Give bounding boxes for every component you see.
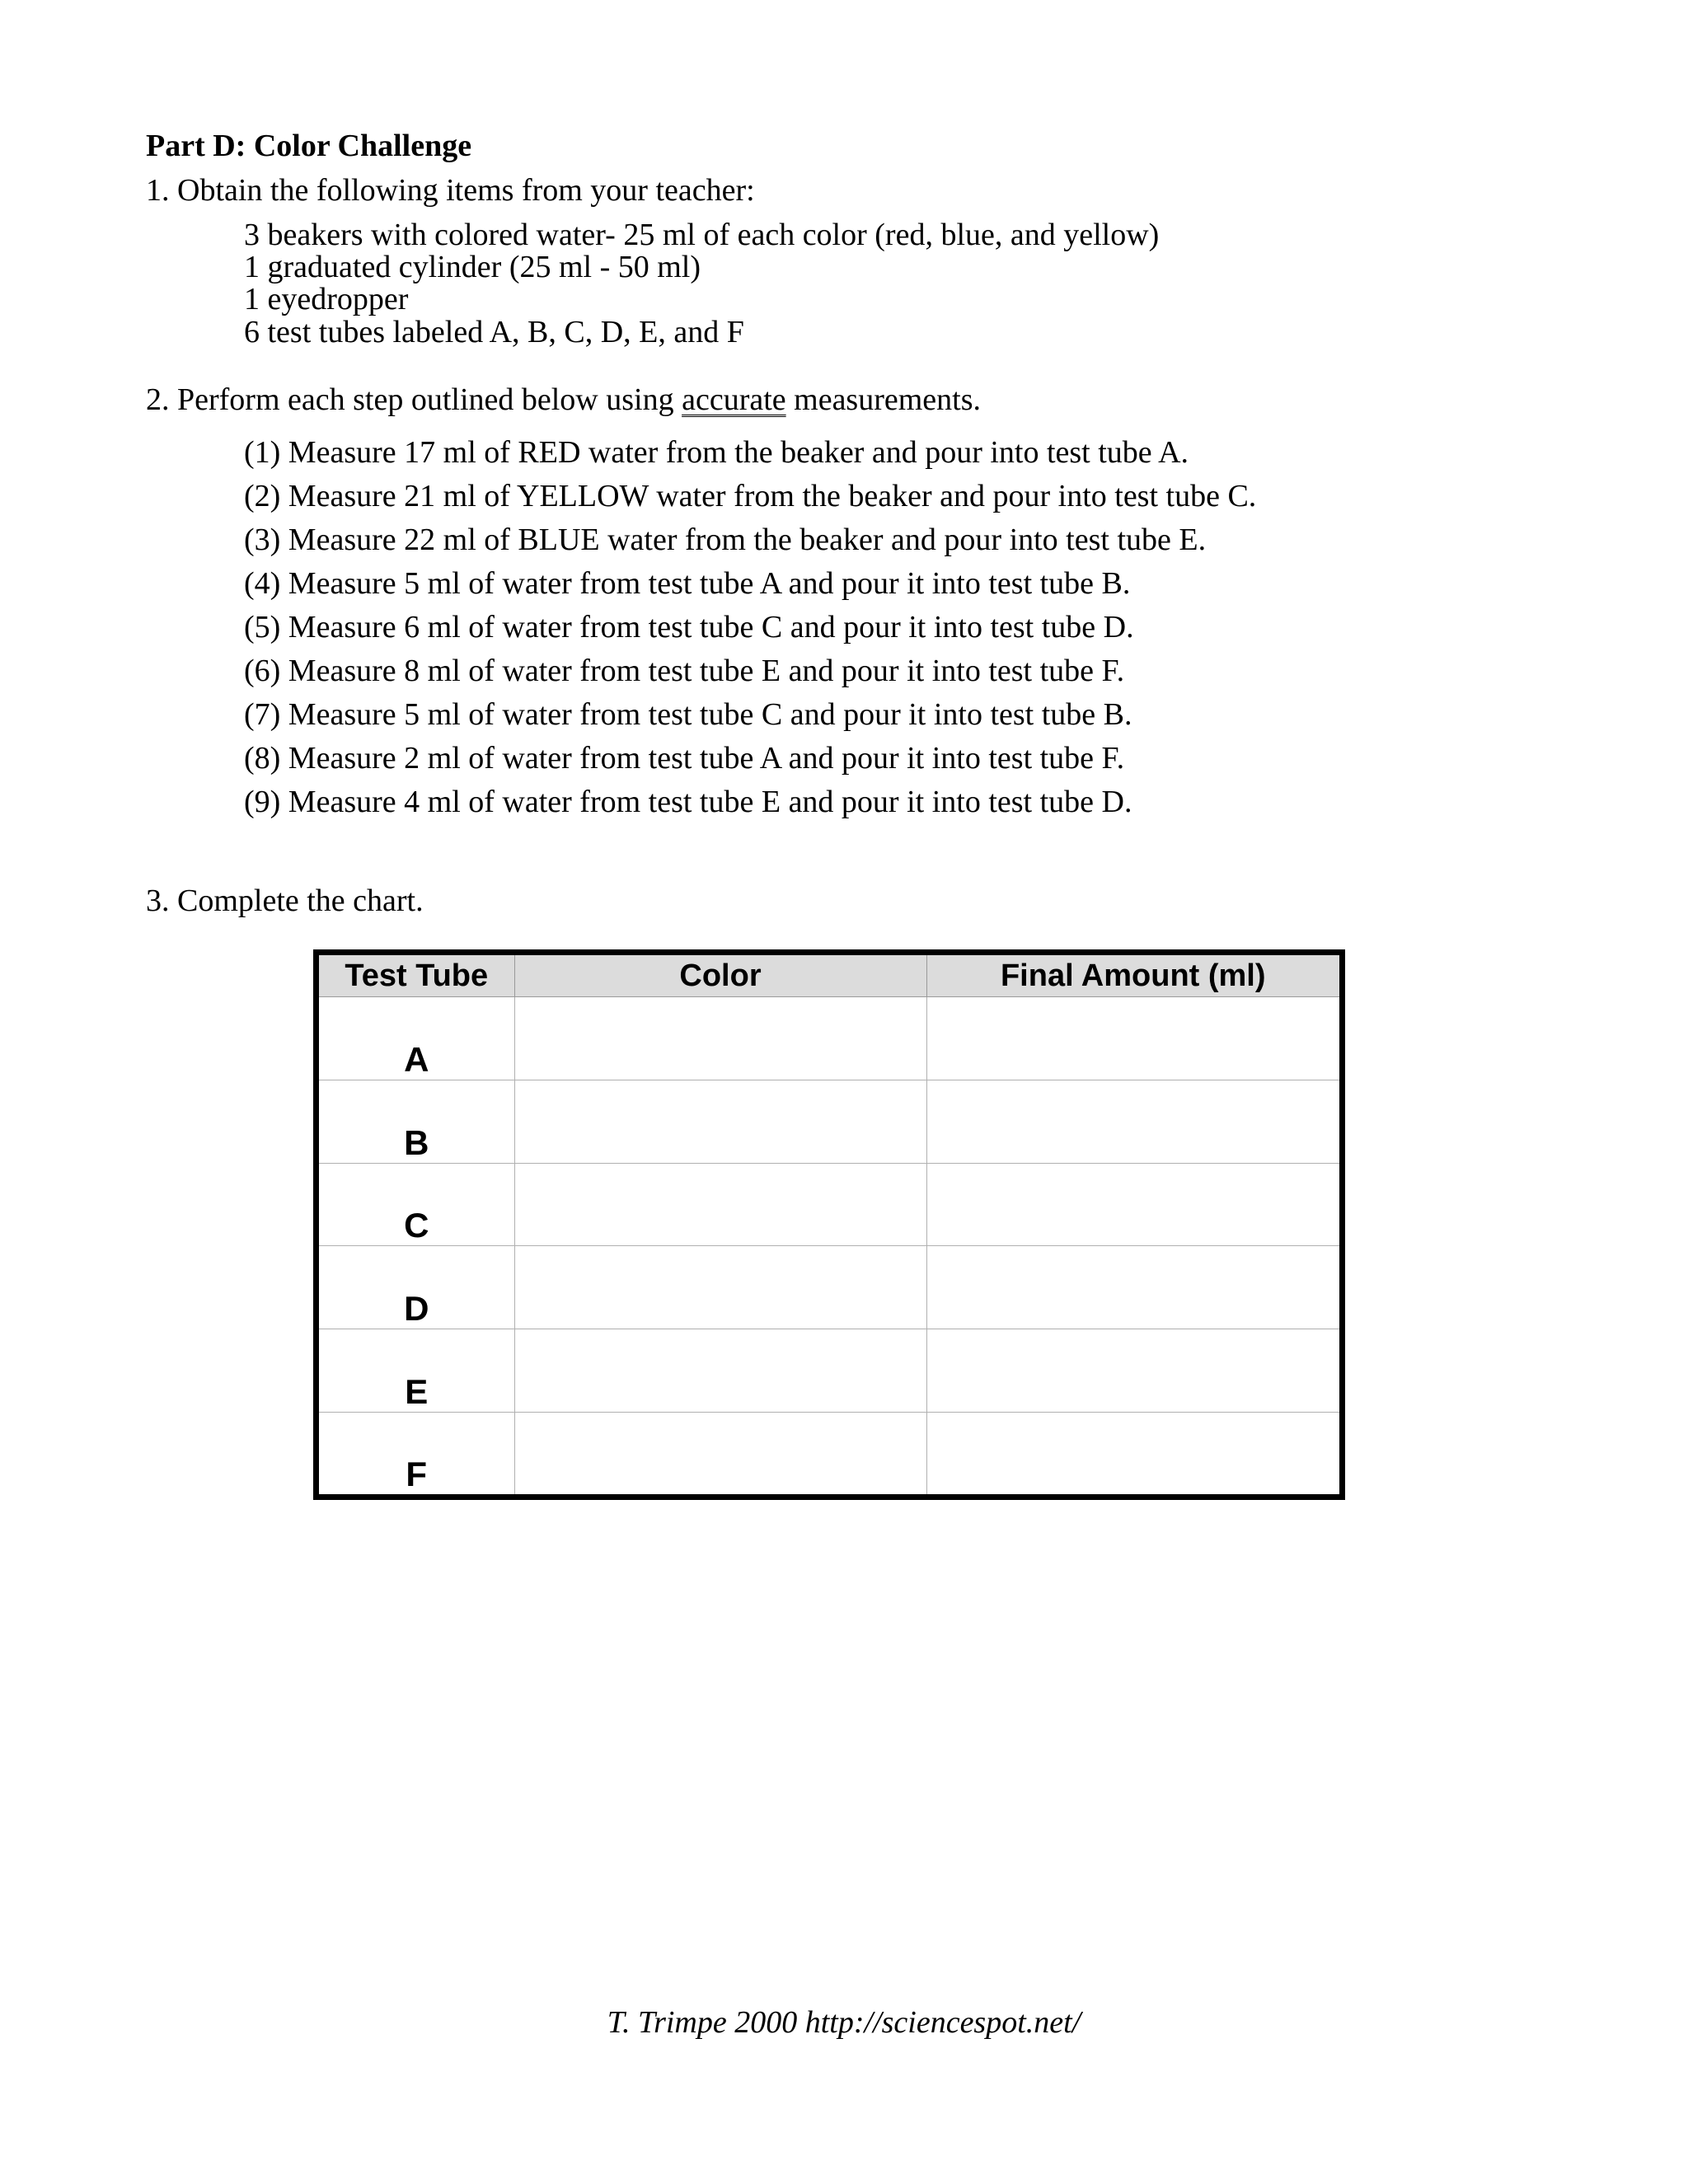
final-amount-cell[interactable] xyxy=(926,1412,1339,1494)
table-row xyxy=(319,1412,1339,1494)
test-tube-label: C xyxy=(404,1206,429,1245)
header-color: Color xyxy=(514,955,926,997)
step-1-text: 1. Obtain the following items from your teacher: xyxy=(146,173,755,208)
test-tube-cell xyxy=(319,1412,514,1494)
table-header-row xyxy=(319,955,1339,997)
procedure-step: (9) Measure 4 ml of water from test tube E and pour it into test tube D. xyxy=(244,785,1132,819)
table-row xyxy=(319,1246,1339,1329)
final-amount-cell[interactable] xyxy=(926,1080,1339,1163)
part-title: Part D: Color Challenge xyxy=(146,129,472,163)
step-2-text-before: 2. Perform each step outlined below using xyxy=(146,382,682,417)
final-amount-cell[interactable] xyxy=(926,1329,1339,1413)
header-final-amount: Final Amount (ml) xyxy=(926,955,1339,997)
procedure-step: (7) Measure 5 ml of water from test tube C and pour it into test tube B. xyxy=(244,697,1132,732)
final-amount-cell[interactable] xyxy=(926,997,1339,1080)
test-tube-label: D xyxy=(404,1289,429,1328)
color-cell[interactable] xyxy=(514,1412,926,1494)
materials-item: 1 graduated cylinder (25 ml - 50 ml) xyxy=(244,250,701,284)
test-tube-cell xyxy=(319,1246,514,1329)
materials-item: 6 test tubes labeled A, B, C, D, E, and F xyxy=(244,315,744,349)
procedure-step: (8) Measure 2 ml of water from test tube A and pour it into test tube F. xyxy=(244,741,1125,776)
color-cell[interactable] xyxy=(514,1163,926,1246)
color-cell[interactable] xyxy=(514,997,926,1080)
procedure-step: (4) Measure 5 ml of water from test tube A and pour it into test tube B. xyxy=(244,566,1131,601)
table-row xyxy=(319,1329,1339,1413)
final-amount-cell[interactable] xyxy=(926,1246,1339,1329)
test-tube-cell xyxy=(319,1163,514,1246)
footer-credit: T. Trimpe 2000 http://sciencespot.net/ xyxy=(607,2005,1081,2040)
table-row xyxy=(319,1080,1339,1163)
results-table xyxy=(319,955,1339,1494)
procedure-step: (3) Measure 22 ml of BLUE water from the beaker and pour into test tube E. xyxy=(244,523,1207,557)
step-2-text-after: measurements. xyxy=(785,382,982,417)
materials-item: 1 eyedropper xyxy=(244,282,409,316)
test-tube-cell xyxy=(319,1080,514,1163)
step-2-text xyxy=(146,384,981,415)
header-test-tube: Test Tube xyxy=(319,955,514,997)
results-chart xyxy=(313,949,1345,1500)
color-cell[interactable] xyxy=(514,1080,926,1163)
procedure-step: (5) Measure 6 ml of water from test tube C and pour it into test tube D. xyxy=(244,610,1134,644)
test-tube-label: B xyxy=(404,1122,429,1162)
test-tube-label: F xyxy=(406,1455,428,1493)
procedure-step: (6) Measure 8 ml of water from test tube E and pour it into test tube F. xyxy=(244,654,1125,688)
test-tube-cell xyxy=(319,997,514,1080)
test-tube-label: E xyxy=(405,1371,429,1411)
procedure-step: (2) Measure 21 ml of YELLOW water from the beaker and pour into test tube C. xyxy=(244,479,1257,513)
table-row xyxy=(319,997,1339,1080)
final-amount-cell[interactable] xyxy=(926,1163,1339,1246)
test-tube-label: A xyxy=(404,1039,429,1079)
procedure-step: (1) Measure 17 ml of RED water from the beaker and pour into test tube A. xyxy=(244,435,1189,470)
table-row xyxy=(319,1163,1339,1246)
materials-item: 3 beakers with colored water- 25 ml of each color (red, blue, and yellow) xyxy=(244,218,1160,252)
test-tube-cell xyxy=(319,1329,514,1413)
color-cell[interactable] xyxy=(514,1329,926,1413)
color-cell[interactable] xyxy=(514,1246,926,1329)
accurate-emphasis: accurate xyxy=(682,382,786,417)
step-3-text: 3. Complete the chart. xyxy=(146,883,424,918)
